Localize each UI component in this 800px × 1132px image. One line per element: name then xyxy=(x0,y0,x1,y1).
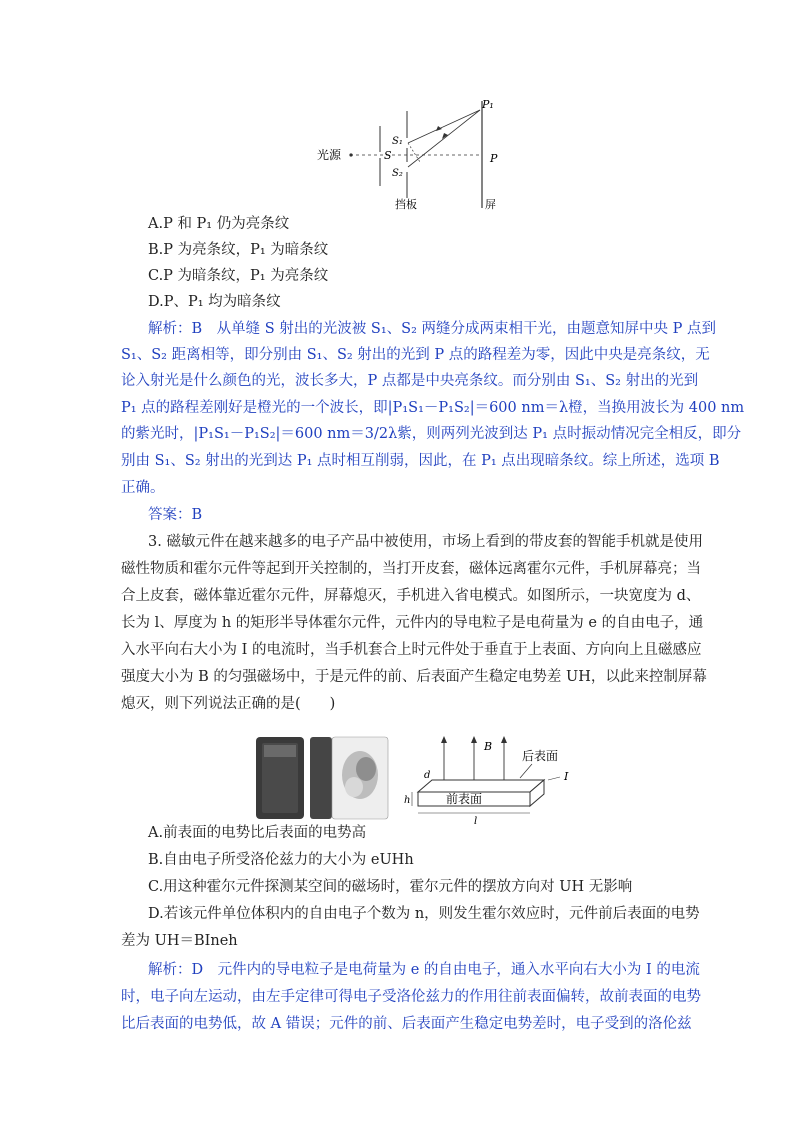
q2-analysis-line-3: 论入射光是什么颜色的光，波长多大，P 点都是中央亮条纹。而分别由 S₁、S₂ 射出的光到 xyxy=(121,373,699,389)
q3-option-a: A.前表面的电势比后表面的电势高 xyxy=(148,825,367,841)
current-label: I xyxy=(564,770,569,783)
q2-option-c: C.P 为暗条纹，P₁ 为亮条纹 xyxy=(148,268,329,284)
q3-stem-line-4: 长为 l、厚度为 h 的矩形半导体霍尔元件，元件内的导电粒子是电荷量为 e 的自由电子，通 xyxy=(121,615,704,631)
q3-analysis-line-3: 比后表面的电势低，故 A 错误；元件的前、后表面产生稳定电势差时，电子受到的洛伦兹 xyxy=(121,1016,692,1032)
front-surface-label: 前表面 xyxy=(446,792,483,806)
slit-s-label: S xyxy=(384,149,392,162)
screen-label: 屏 xyxy=(485,198,496,211)
double-slit-diagram xyxy=(317,96,520,211)
q3-stem-line-3: 合上皮套，磁体靠近霍尔元件，屏幕熄灭，手机进入省电模式。如图所示，一块宽度为 d、 xyxy=(121,588,701,604)
q2-analysis-line-6: 别由 S₁、S₂ 射出的光到达 P₁ 点时相互削弱，因此，在 P₁ 点出现暗条纹。综上所述，选项 B xyxy=(121,453,720,469)
h-label: h xyxy=(404,795,411,806)
q2-option-b: B.P 为亮条纹，P₁ 为暗条纹 xyxy=(148,242,329,258)
q2-answer: 答案：B xyxy=(148,507,203,523)
q2-analysis-line-5: 的紫光时，|P₁S₁－P₁S₂|＝600 nm＝3/2λ紫，则两列光波到达 P₁ 点时振动情况完全相反，即分 xyxy=(121,426,742,442)
p-label: P xyxy=(490,152,498,165)
q3-stem-line-2: 磁性物质和霍尔元件等起到开关控制的，当打开皮套，磁体远离霍尔元件，手机屏幕亮；当 xyxy=(121,561,701,577)
plate-label: 挡板 xyxy=(395,198,417,211)
hall-element-diagram xyxy=(398,732,578,828)
q3-option-d-cont: 差为 UH＝BIneh xyxy=(121,933,238,949)
q3-option-b: B.自由电子所受洛伦兹力的大小为 eUHh xyxy=(148,852,414,868)
phone-cases-photo xyxy=(254,735,390,821)
q3-stem-line-6: 强度大小为 B 的匀强磁场中，于是元件的前、后表面产生稳定电势差 UH，以此来控制屏幕 xyxy=(121,669,707,685)
q2-analysis-line-2: S₁、S₂ 距离相等，即分别由 S₁、S₂ 射出的光到 P 点的路程差为零，因此中央是亮条纹，无 xyxy=(121,347,710,363)
q2-analysis-line-1: 解析：B 从单缝 S 射出的光波被 S₁、S₂ 两缝分成两束相干光，由题意知屏中央 P 点到 xyxy=(148,321,716,337)
q3-stem-line-5: 入水平向右大小为 I 的电流时，当手机套合上时元件处于垂直于上表面、方向向上且磁感应 xyxy=(121,642,702,658)
source-label: 光源 xyxy=(317,148,342,162)
q3-stem-line-7: 熄灭，则下列说法正确的是( ) xyxy=(121,696,336,712)
q2-option-d: D.P、P₁ 均为暗条纹 xyxy=(148,294,281,310)
slit-s1-label: S₁ xyxy=(392,136,403,147)
q3-option-c: C.用这种霍尔元件探测某空间的磁场时，霍尔元件的摆放方向对 UH 无影响 xyxy=(148,879,633,895)
back-surface-label: 后表面 xyxy=(522,749,559,763)
l-label: l xyxy=(474,816,478,827)
p1-label: P₁ xyxy=(482,98,494,111)
q2-analysis-line-4: P₁ 点的路程差刚好是橙光的一个波长，即|P₁S₁－P₁S₂|＝600 nm＝λ橙，当换用波长为 400 nm xyxy=(121,400,745,416)
slit-s2-label: S₂ xyxy=(392,168,403,179)
q3-analysis-line-1: 解析：D 元件内的导电粒子是电荷量为 e 的自由电子，通入水平向右大小为 I 的电流 xyxy=(148,962,700,978)
q2-option-a: A.P 和 P₁ 仍为亮条纹 xyxy=(148,216,290,232)
q2-analysis-line-7: 正确。 xyxy=(121,480,165,496)
q3-stem-line-1: 3. 磁敏元件在越来越多的电子产品中被使用，市场上看到的带皮套的智能手机就是使用 xyxy=(148,534,703,550)
d-label: d xyxy=(424,770,431,781)
b-label: B xyxy=(484,740,493,753)
q3-analysis-line-2: 时，电子向左运动，由左手定律可得电子受洛伦兹力的作用往前表面偏转，故前表面的电势 xyxy=(121,989,701,1005)
q3-option-d: D.若该元件单位体积内的自由电子个数为 n，则发生霍尔效应时，元件前后表面的电势 xyxy=(148,906,700,922)
